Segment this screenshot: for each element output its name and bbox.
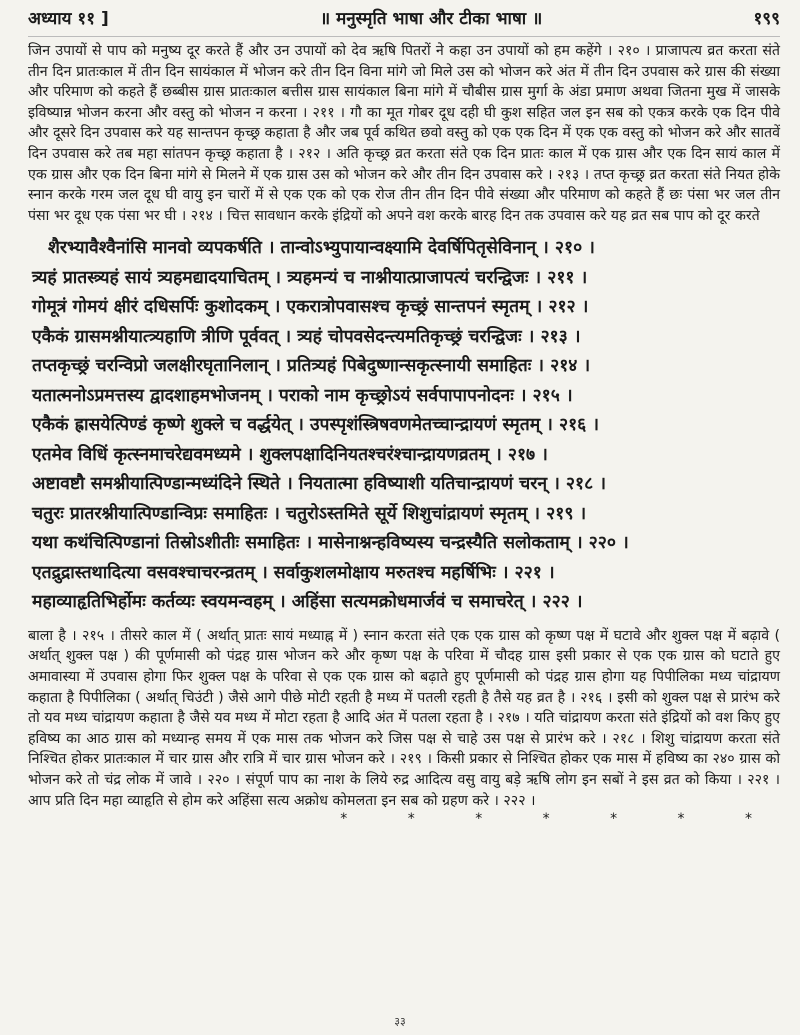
page [28,6,780,827]
commentary-paragraph-bottom: बाला है । २१५ । तीसरे काल में ( अर्थात् प्रातः सायं मध्याह्न में ) स्नान करता संते एक एक ग्रास को कृष्ण पक्ष में घटावे और शुक्ल पक्ष में बढ़ावे ( अर्थात् शुक्ल पक्ष ) की पूर्णमासी को पंद्रह ग्रास भोजन करे और कृष्ण पक्ष के परिवा में चौदह ग्रास इसी प्रकार से एक एक ग्रास को घटाते हुए अमावास्या में उपवास होगा फिर शुक्ल पक्ष के परिवा से एक एक ग्रास को बढ़ाते हुए पूर्णमासी को पंद्रह ग्रास होगा यह पिपीलिका मध्य चांद्रायण कहाता है पिपीलिका ( अर्थात् चिउंटी ) जैसे आगे पीछे मोटी रहती है मध्य में पतली रहती है तैसे यह व्रत है । २१६ । इसी को शुक्ल पक्ष से प्रारंभ करे तो यव मध्य चांद्रायण कहाता है जैसे यव मध्य में मोटा रहता है आदि अंत में पतला रहता है । २१७ । यति चांद्रायण करता संते इंद्रियों को वश किए हुए हविष्य का आठ ग्रास को मध्यान्ह समय में एक मास तक भोजन करे जिस पक्ष से चाहे उस पक्ष से प्रारंभ करे । २१८ । शिशु चांद्रायण करता संते निश्चित होकर प्रातःकाल में चार ग्रास और रात्रि में चार ग्रास भोजन करे । २१९ । किसी प्रकार से निश्चित होकर एक मास में हविष्य का २४० ग्रास को भोजन करे तो चंद्र लोक में जावे । २२० । संपूर्ण पाप का नाश के लिये रुद्र आदित्य वसु वायु बड़े ऋषि लोग इन सबों ने इस व्रत को किया । २२१ । आप प्रति दिन महा व्याहृति से होम करे अहिंसा सत्य अक्रोध कोमलता इन सब को ग्रहण करे । २२२ । [28,627,780,809]
verse-line: एकैकं ह्रासयेत्पिण्डं कृष्णे शुक्ले च वर्द्धयेत् । उपस्पृशंस्त्रिषवणमेतच्चान्द्रायणं स्मृतम् । २१६ । [32,415,600,436]
verse-line: यथा कथंचित्पिण्डानां तिस्रोऽशीतीः समाहितः । मासेनाश्नन्हविष्यस्य चन्द्रस्यैति सलोकताम् । २२० । [32,533,629,554]
verse-line: एकैकं ग्रासमश्नीयात्त्र्यहाणि त्रीणि पूर्ववत् । त्र्यहं चोपवसेदन्त्यमतिकृच्छ्रं चरन्द्विजः । २१३ । [32,326,581,347]
verse-line: एतद्रुद्रास्तथादित्या वसवश्चाचरन्व्रतम् । सर्वाकुशलमोक्षाय मरुतश्च महर्षिभिः । २२१ । [32,562,555,583]
chapter-label: अध्याय ११ ] [28,9,109,29]
page-header [28,6,780,37]
verse-line: यतात्मनोऽप्रमत्तस्य द्वादशाहमभोजनम् । पराको नाम कृच्छ्रोऽयं सर्वपापापनोदनः । २१५ । [32,385,573,406]
page-number: १९९ [753,9,780,29]
verse-line: एतमेव विधिं कृत्स्नमाचरेद्यवमध्यमे । शुक्लपक्षादिनियतश्चरंश्चान्द्रायणव्रतम् । २१७ । [32,444,548,465]
verse-line: अष्टावष्टौ समश्नीयात्पिण्डान्मध्यंदिने स्थिते । नियतात्मा हविष्याशी यतिचान्द्रायणं चरन् । २१८ । [32,474,606,495]
verse-line: त्र्यहं प्रातस्त्र्यहं सायं त्र्यहमद्यादयाचितम् । त्र्यहमन्यं च नाश्नीयात्प्राजापत्यं चरन्द्विजः । २११ । [32,267,588,288]
verse-block [28,234,780,618]
verse-line: चतुरः प्रातरश्नीयात्पिण्डान्विप्रः समाहितः । चतुरोऽस्तमिते सूर्ये शिशुचांद्रायणं स्मृतम् । २१९ । [32,503,587,524]
verse-line: गोमूत्रं गोमयं क्षीरं दधिसर्पिः कुशोदकम् । एकरात्रोपवासश्च कृच्छ्रं सान्तपनं स्मृतम् । २१२ । [32,297,589,318]
signature-mark: ३३ [394,1015,406,1028]
section-end-stars: * * * * * * * [340,811,780,828]
running-title: ॥ मनुस्मृति भाषा और टीका भाषा ॥ [319,9,543,29]
commentary-paragraph-top: जिन उपायों से पाप को मनुष्य दूर करते हैं और उन उपायों को देव ऋषि पितरों ने कहा उन उपायों को हम कहेंगे । २१० । प्राजापत्य व्रत करता संते तीन दिन प्रातःकाल में तीन दिन सायंकाल में भोजन करे तीन दिन विना मांगे जो मिले उस को भोजन करे अंत में तीन दिन उपवास करे ग्रास की संख्या और परिमाण को कहते हैं छब्बीस ग्रास प्रातःकाल बत्तीस ग्रास सायंकाल बिना मांगे में चौबीस ग्रास मुर्गा के अंडा प्रमाण अथवा जितना मुख में जासके इविष्यान्न भोजन करना और वस्तु को भोजन न करना । २११ । गौ का मूत गोबर दूध दही घी कुश सहित जल इन सब को एकत्र करके एक दिन पीवे और दूसरे दिन उपवास करे यह सान्तपन कृच्छ्र कहाता है और जब पूर्व कथित छवो वस्तु को एक एक दिन में एक एक वस्तु को भोजन करे और सातवें दिन उपवास करे तब महा सांतपन कृच्छ्र कहाता है । २१२ । अति कृच्छ्र व्रत करता संते एक दिन प्रातः काल में एक ग्रास और एक दिन सायं काल में एक ग्रास और एक दिन बिना मांगे से मिलने में एक ग्रास उस को भोजन करे और तीन दिन उपवास करे । २१३ । तप्त कृच्छ्र व्रत करता संते नियत होके स्नान करके गरम जल दूध घी वायु इन चारों में से एक एक को एक रोज तीन तीन दिन पीवे संख्या और परिमाण को कहते हैं छः पंसा भर जल तीन पंसा भर दूध एक पंसा भर घी । २१४ । चित्त सावधान करके इंद्रियों को अपने वश करके बारह दिन तक उपवास करे यह व्रत सब पाप को दूर करते [28,43,780,224]
verse-line: महाव्याहृतिभिर्होमः कर्तव्यः स्वयमन्वहम् । अहिंसा सत्यमक्रोधमार्जवं च समाचरेत् । २२२ । [32,592,583,613]
verse-line: शैरभ्यावैश्वैनांसि मानवो व्यपकर्षति । तान्वोऽभ्युपायान्वक्ष्यामि देवर्षिपितृसेविनान् । २१० । [48,238,595,259]
verse-line: तप्तकृच्छ्रं चरन्विप्रो जलक्षीरघृतानिलान् । प्रतित्र्यहं पिबेदुष्णान्सकृत्स्नायी समाहितः । २१४ । [32,356,591,377]
